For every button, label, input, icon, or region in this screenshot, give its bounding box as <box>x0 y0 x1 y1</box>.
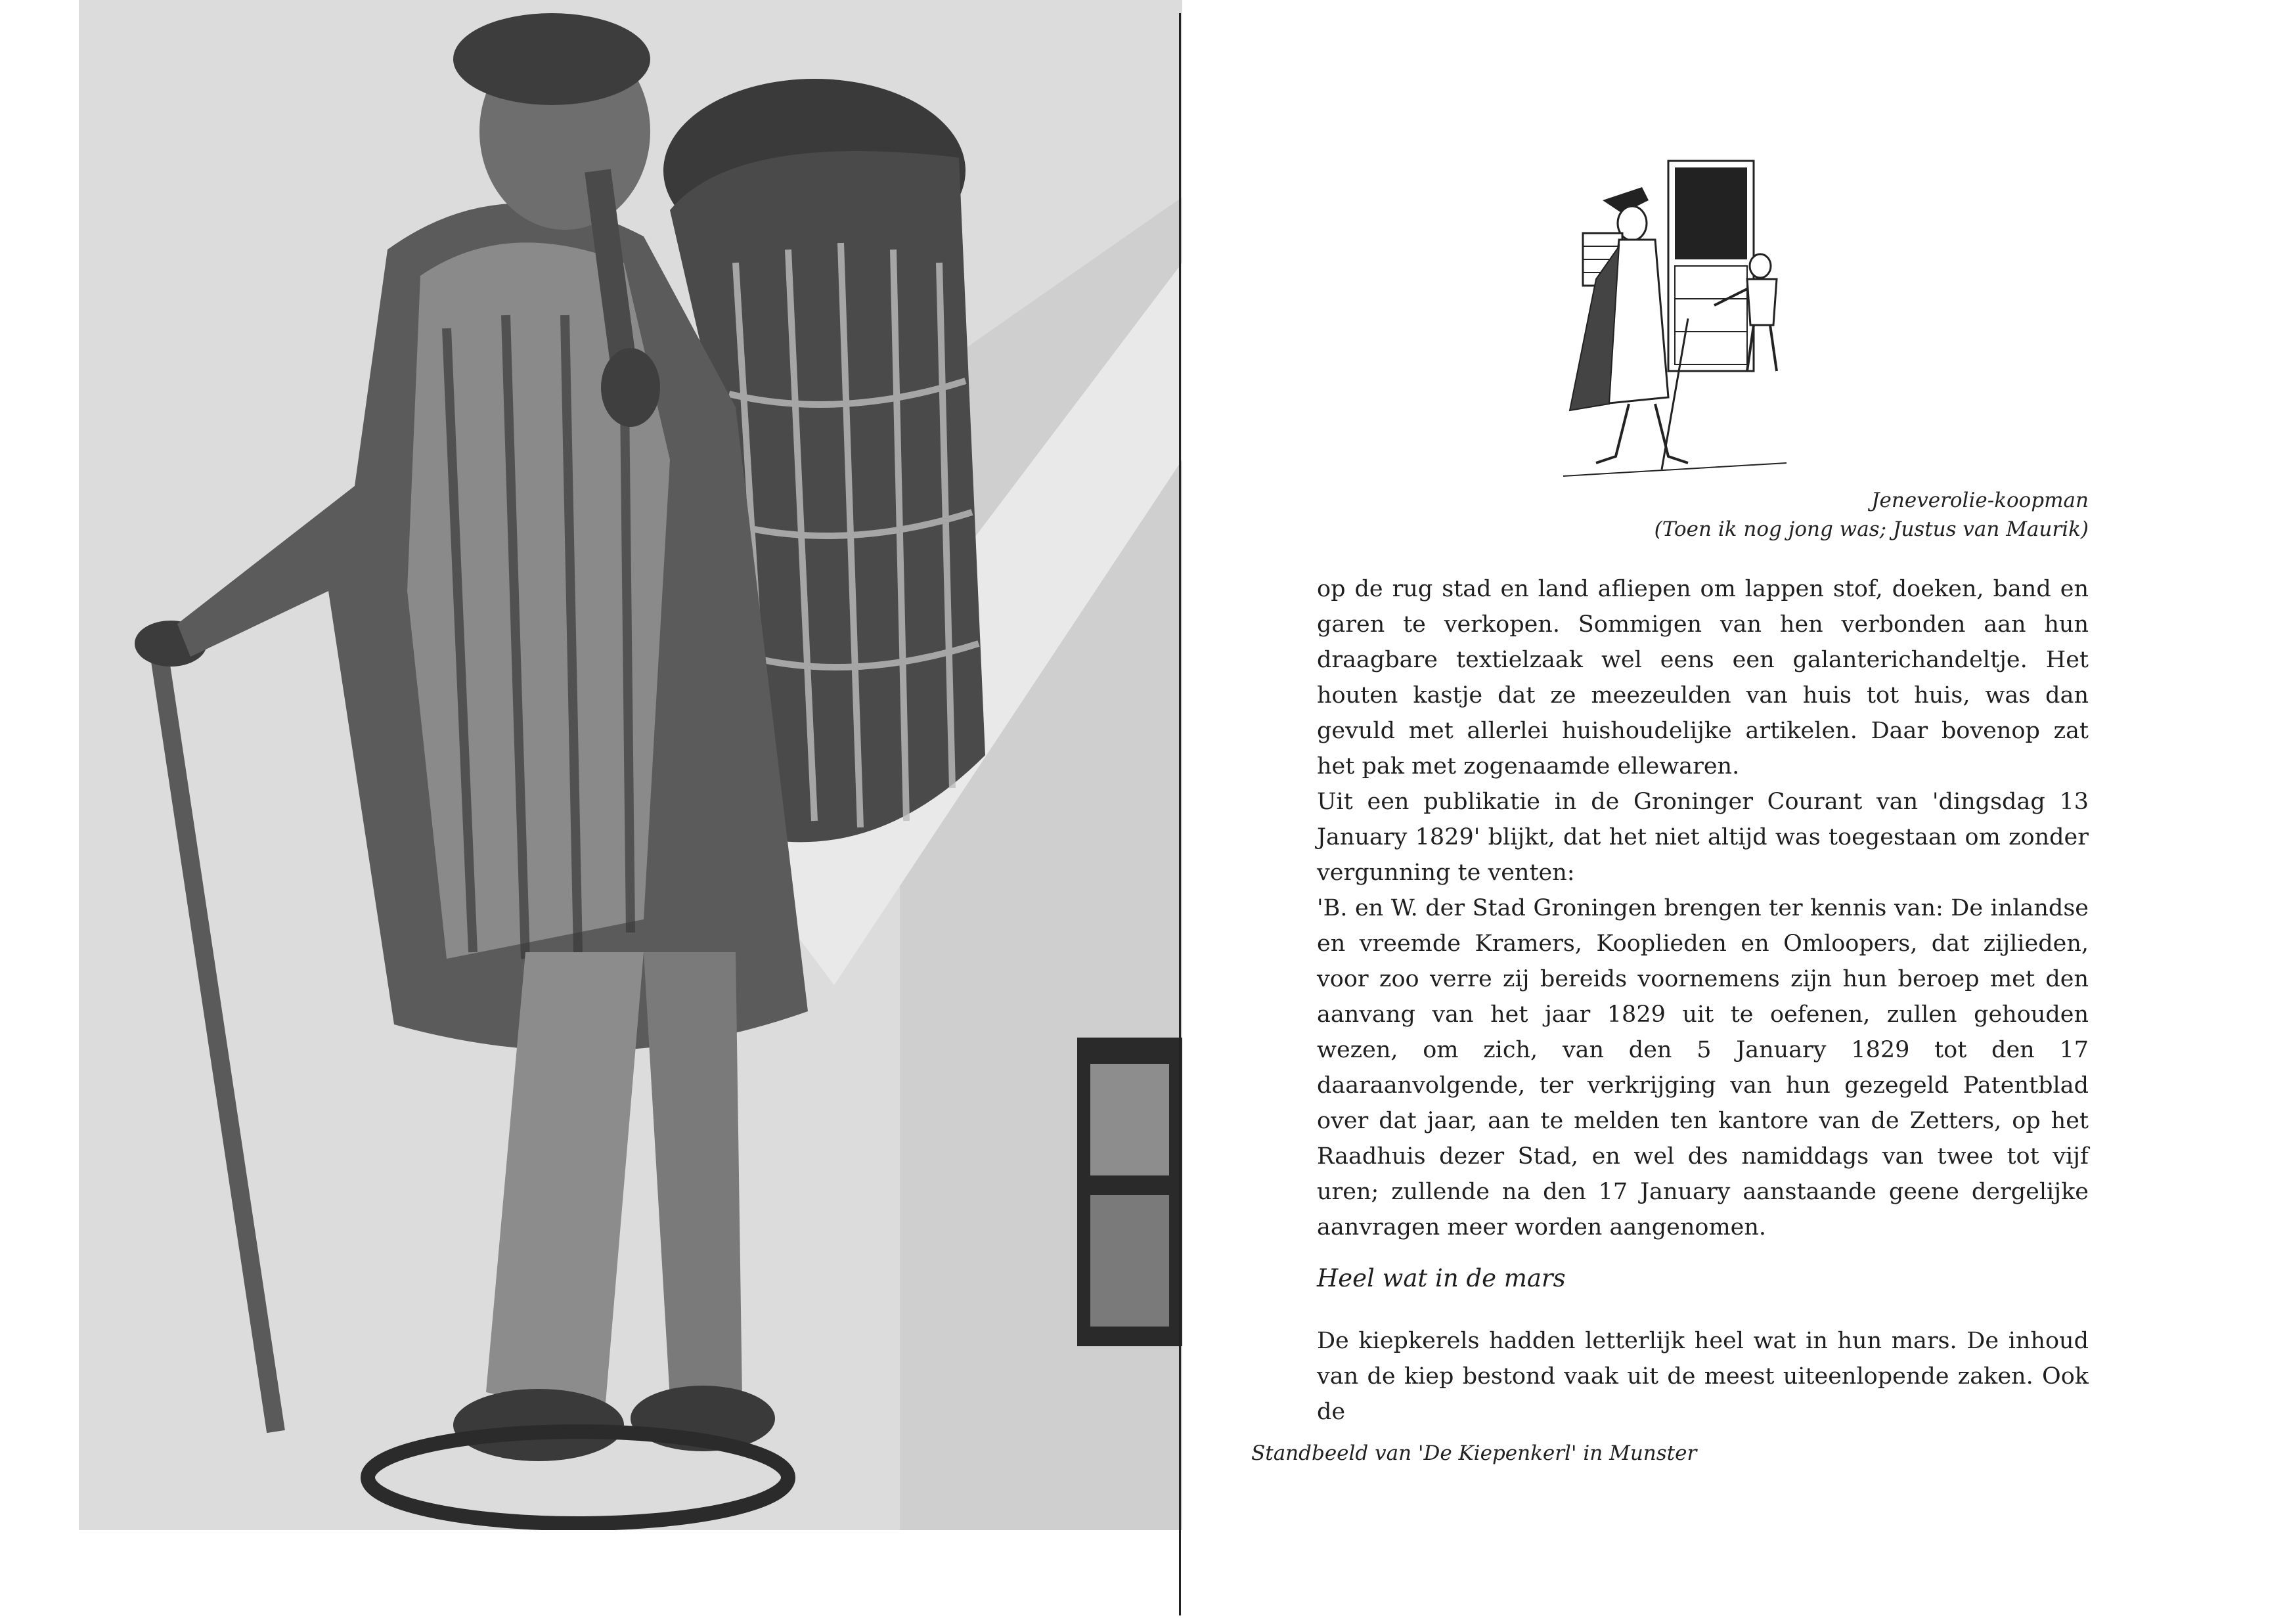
section-heading: Heel wat in de mars <box>1317 1264 1566 1292</box>
section-paragraph: De kiepkerels hadden letterlijk heel wat in hun mars. De inhoud van de kiep bestond vaak uit de meest uiteenlopende zaken. Ook de <box>1317 1328 2089 1425</box>
statue-photo <box>79 0 1182 1530</box>
photo-caption: Standbeeld van 'De Kiepenkerl' in Munster <box>1251 1441 1697 1465</box>
paragraph-1: op de rug stad en land afliepen om lappen stof, doeken, band en garen te verkopen. Sommigen van hen verbonden aan hun draagbare textielzaak wel eens een galanterichandeltje. Het houten kastje dat ze meezeulden van huis tot huis, was dan gevuld met allerlei huishoudelijke artikelen. Daar bovenop zat het pak met zogenaamde ellewaren. <box>1317 576 2089 779</box>
illustration-caption <box>1654 486 2089 544</box>
merchant-illustration-drawing <box>1557 148 1793 489</box>
body-text <box>1317 571 2089 1245</box>
merchant-illustration <box>1557 148 1793 489</box>
statue-photo-drawing <box>79 0 1182 1530</box>
section-body <box>1317 1323 2089 1430</box>
illustration-caption-source: (Toen ik nog jong was; Justus van Maurik) <box>1654 517 2089 541</box>
paragraph-2: Uit een publikatie in de Groninger Courant van 'dingsdag 13 January 1829' blijkt, dat het niet altijd was toegestaan om zonder vergunning te venten: <box>1317 789 2089 886</box>
paragraph-3: 'B. en W. der Stad Groningen brengen ter kennis van: De inlandse en vreemde Kramers, Kooplieden en Omloopers, dat zijlieden, voor zoo verre zij bereids voornemens zijn hun beroep met den aanvang van het jaar 1829 uit te oefenen, zullen gehouden wezen, om zich, van den 5 January 1829 tot den 17 daaraanvolgende, ter verkrijging van hun gezegeld Patentblad over dat jaar, aan te melden ten kantore van de Zetters, op het Raadhuis dezer Stad, en wel des namiddags van twee tot vijf uren; zullende na den 17 January aanstaande geene dergelijke aanvragen meer worden aangenomen. <box>1317 895 2089 1240</box>
page-gutter <box>1179 13 1181 1615</box>
illustration-caption-title: Jeneverolie-koopman <box>1871 489 2089 512</box>
